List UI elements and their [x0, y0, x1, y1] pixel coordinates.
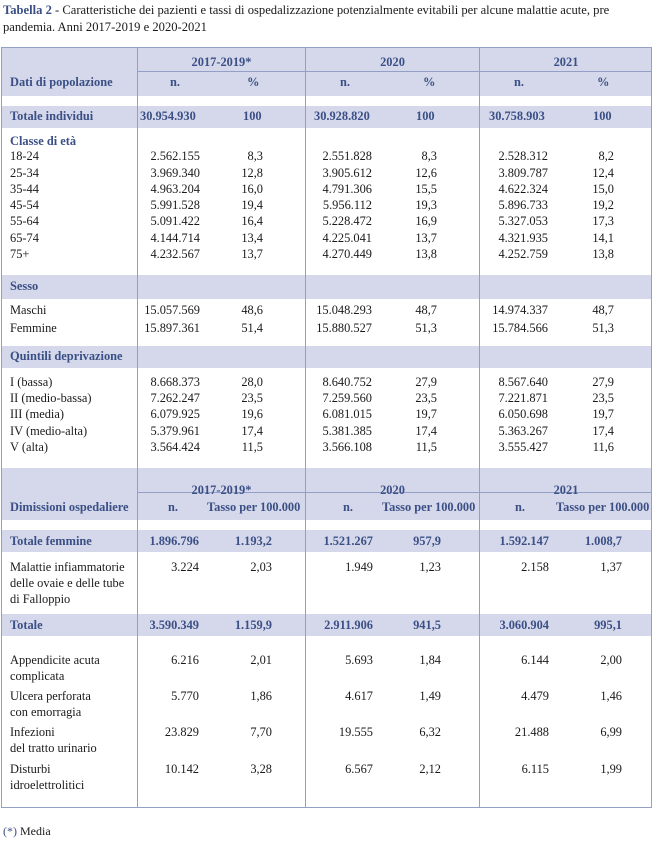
row-label: Femmine: [10, 321, 57, 335]
cell: 5.956.112: [322, 198, 372, 212]
cell: 4.791.306: [322, 182, 372, 196]
cell: 5.228.472: [322, 214, 372, 228]
cell: 2.551.828: [322, 149, 372, 163]
cell: 1.159,9: [234, 618, 272, 632]
cell: 14.974.337: [492, 303, 548, 317]
row-label-line: complicata: [10, 669, 65, 683]
section-title: Quintili deprivazione: [10, 349, 123, 363]
cell: 5.770: [171, 689, 199, 703]
row-label: 45-54: [10, 198, 39, 212]
row-label: III (media): [10, 407, 65, 421]
cell: 13,8: [592, 247, 614, 261]
section-title: Sesso: [10, 279, 39, 293]
cell: 1,37: [600, 560, 622, 574]
cell: 19,4: [241, 198, 263, 212]
cell: 23.829: [164, 725, 199, 739]
column-header-n: n.: [515, 500, 525, 514]
cell: 2.528.312: [498, 149, 548, 163]
row-label-line: Ulcera perforata: [10, 689, 91, 703]
cell: 8,3: [247, 149, 263, 163]
cell: 15.048.293: [316, 303, 372, 317]
column-header-pct: %: [597, 75, 610, 89]
cell: 15.897.361: [144, 321, 200, 335]
cell: 23,5: [415, 391, 437, 405]
cell: 3.905.612: [322, 166, 372, 180]
row-label: Totale individui: [10, 109, 94, 123]
column-header-rate: Tasso per 100.000: [207, 500, 301, 514]
row-label-line: idroelettrolitici: [10, 778, 85, 792]
cell: 12,8: [241, 166, 263, 180]
cell: 19,7: [415, 407, 437, 421]
cell: 5.327.053: [498, 214, 548, 228]
cell: 1.008,7: [584, 534, 622, 548]
footnote: [3, 824, 51, 839]
header-rule: [137, 71, 652, 72]
cell: 19,2: [592, 198, 614, 212]
cell: 3.060.904: [499, 618, 549, 632]
cell: 4.479: [521, 689, 549, 703]
cell: 2.562.155: [150, 149, 200, 163]
cell: 1.521.267: [323, 534, 373, 548]
cell: 1,86: [250, 689, 272, 703]
cell: 14,1: [592, 231, 614, 245]
row-label: 75+: [10, 247, 30, 261]
cell: 2.911.906: [324, 618, 373, 632]
cell: 1.193,2: [234, 534, 272, 548]
cell: 100: [593, 109, 612, 123]
column-header-n: n.: [343, 500, 353, 514]
cell: 3.590.349: [149, 618, 199, 632]
cell: 957,9: [413, 534, 441, 548]
cell: 3.224: [171, 560, 199, 574]
cell: 4.252.759: [498, 247, 548, 261]
cell: 11,5: [415, 440, 437, 454]
cell: 8.567.640: [498, 375, 548, 389]
cell: 2,12: [419, 762, 441, 776]
cell: 6.050.698: [498, 407, 548, 421]
cell: 15,5: [415, 182, 437, 196]
cell: 17,3: [592, 214, 614, 228]
row-label: 55-64: [10, 214, 39, 228]
footnote-marker: (*): [3, 824, 17, 838]
column-header-pct: %: [247, 75, 260, 89]
row-label: I (bassa): [10, 375, 53, 389]
cell: 51,3: [415, 321, 437, 335]
cell: 13,4: [241, 231, 263, 245]
cell: 16,9: [415, 214, 437, 228]
cell: 23,5: [241, 391, 263, 405]
cell: 5.896.733: [498, 198, 548, 212]
row-label: 35-44: [10, 182, 39, 196]
period-header: 2020: [380, 55, 405, 69]
cell: 2.158: [521, 560, 549, 574]
row-label-line: con emorragia: [10, 705, 82, 719]
column-header-rate: Tasso per 100.000: [556, 500, 650, 514]
cell: 100: [243, 109, 262, 123]
cell: 8,3: [421, 149, 437, 163]
table-title: - Caratteristiche dei pazienti e tassi di ospedalizzazione potenzialmente evitabili per alcune malattie acute, pre pandemia. Anni 2017-2019 e 2020-2021: [3, 3, 610, 34]
dimissioni-header-label: Dimissioni ospedaliere: [10, 500, 129, 514]
cell: 1,49: [419, 689, 441, 703]
column-header-pct: %: [423, 75, 436, 89]
cell: 48,7: [415, 303, 437, 317]
cell: 3.566.108: [322, 440, 372, 454]
cell: 4.622.324: [498, 182, 548, 196]
cell: 4.225.041: [322, 231, 372, 245]
cell: 15.784.566: [492, 321, 548, 335]
cell: 17,4: [592, 424, 614, 438]
cell: 4.963.204: [150, 182, 200, 196]
cell: 30.954.930: [140, 109, 196, 123]
cell: 28,0: [241, 375, 263, 389]
row-label: Maschi: [10, 303, 47, 317]
cell: 5.381.385: [322, 424, 372, 438]
cell: 6.567: [345, 762, 373, 776]
cell: 7.262.247: [150, 391, 200, 405]
row-label-line: Malattie infiammatorie: [10, 560, 125, 574]
cell: 5.991.528: [150, 198, 200, 212]
cell: 19,6: [241, 407, 263, 421]
cell: 5.363.267: [498, 424, 548, 438]
cell: 1,84: [419, 653, 441, 667]
table-label: Tabella 2: [3, 3, 52, 17]
cell: 4.321.935: [498, 231, 548, 245]
cell: 15,0: [592, 182, 614, 196]
cell: 2,00: [600, 653, 622, 667]
row-label: II (medio-bassa): [10, 391, 92, 405]
column-header-n: n.: [168, 500, 178, 514]
cell: 27,9: [592, 375, 614, 389]
cell: 13,8: [415, 247, 437, 261]
row-label: IV (medio-alta): [10, 424, 88, 438]
period-header: 2020: [380, 483, 405, 497]
period-header: 2017-2019*: [191, 55, 252, 69]
cell: 2,03: [250, 560, 272, 574]
cell: 1.592.147: [499, 534, 549, 548]
cell: 15.057.569: [144, 303, 200, 317]
cell: 4.617: [345, 689, 373, 703]
cell: 1,46: [600, 689, 622, 703]
cell: 3.564.424: [150, 440, 200, 454]
cell: 1.949: [345, 560, 373, 574]
row-label: Totale femmine: [10, 534, 92, 548]
cell: 11,6: [592, 440, 614, 454]
column-header-n: n.: [340, 75, 350, 89]
cell: 3.969.340: [150, 166, 200, 180]
cell: 6,32: [419, 725, 441, 739]
cell: 1,99: [600, 762, 622, 776]
cell: 8.640.752: [322, 375, 372, 389]
row-label-line: del tratto urinario: [10, 741, 97, 755]
cell: 48,6: [241, 303, 263, 317]
cell: 19.555: [338, 725, 373, 739]
cell: 1,23: [419, 560, 441, 574]
column-header-rate: Tasso per 100.000: [382, 500, 476, 514]
cell: 12,4: [592, 166, 614, 180]
period-header: 2017-2019*: [191, 483, 252, 497]
cell: 7.259.560: [322, 391, 372, 405]
column-header-n: n.: [170, 75, 180, 89]
cell: 6.079.925: [150, 407, 200, 421]
row-label: V (alta): [10, 440, 48, 454]
row-label: 18-24: [10, 149, 39, 163]
cell: 5.091.422: [150, 214, 200, 228]
cell: 6.115: [521, 762, 549, 776]
column-header-n: n.: [514, 75, 524, 89]
cell: 30.928.820: [314, 109, 370, 123]
cell: 17,4: [415, 424, 437, 438]
cell: 4.144.714: [150, 231, 200, 245]
row-label: 25-34: [10, 166, 39, 180]
section-title: Classe di età: [10, 134, 77, 148]
cell: 941,5: [413, 618, 441, 632]
cell: 8,2: [598, 149, 614, 163]
cell: 15.880.527: [316, 321, 372, 335]
table-caption: [3, 2, 653, 36]
cell: 11,5: [241, 440, 263, 454]
cell: 100: [416, 109, 435, 123]
cell: 3.555.427: [498, 440, 548, 454]
cell: 7.221.871: [498, 391, 548, 405]
period-header: 2021: [553, 483, 579, 497]
cell: 48,7: [592, 303, 614, 317]
cell: 21.488: [514, 725, 549, 739]
cell: 30.758.903: [489, 109, 545, 123]
period-header: 2021: [553, 55, 579, 69]
cell: 3,28: [250, 762, 272, 776]
cell: 13,7: [415, 231, 437, 245]
row-label-line: di Falloppio: [10, 592, 71, 606]
cell: 2,01: [250, 653, 272, 667]
row-label: 65-74: [10, 231, 39, 245]
cell: 51,4: [241, 321, 263, 335]
cell: 51,3: [592, 321, 614, 335]
cell: 4.270.449: [322, 247, 372, 261]
row-label-line: delle ovaie e delle tube: [10, 576, 125, 590]
cell: 12,6: [415, 166, 437, 180]
cell: 5.693: [345, 653, 373, 667]
population-header-label: Dati di popolazione: [10, 75, 113, 89]
cell: 13,7: [241, 247, 263, 261]
row-label: Totale: [10, 618, 43, 632]
cell: 6.081.015: [322, 407, 372, 421]
row-label-line: Appendicite acuta: [10, 653, 100, 667]
cell: 19,3: [415, 198, 437, 212]
cell: 6.216: [171, 653, 199, 667]
cell: 19,7: [592, 407, 614, 421]
cell: 23,5: [592, 391, 614, 405]
cell: 17,4: [241, 424, 263, 438]
cell: 6.144: [521, 653, 549, 667]
footnote-text: Media: [17, 824, 51, 838]
cell: 27,9: [415, 375, 437, 389]
row-label-line: Disturbi: [10, 762, 51, 776]
cell: 4.232.567: [150, 247, 200, 261]
cell: 16,0: [241, 182, 263, 196]
cell: 7,70: [250, 725, 272, 739]
cell: 10.142: [164, 762, 199, 776]
cell: 995,1: [594, 618, 622, 632]
cell: 1.896.796: [149, 534, 199, 548]
cell: 3.809.787: [498, 166, 548, 180]
cell: 6,99: [600, 725, 622, 739]
cell: 5.379.961: [150, 424, 200, 438]
cell: 16,4: [241, 214, 263, 228]
cell: 8.668.373: [150, 375, 200, 389]
row-label-line: Infezioni: [10, 725, 55, 739]
